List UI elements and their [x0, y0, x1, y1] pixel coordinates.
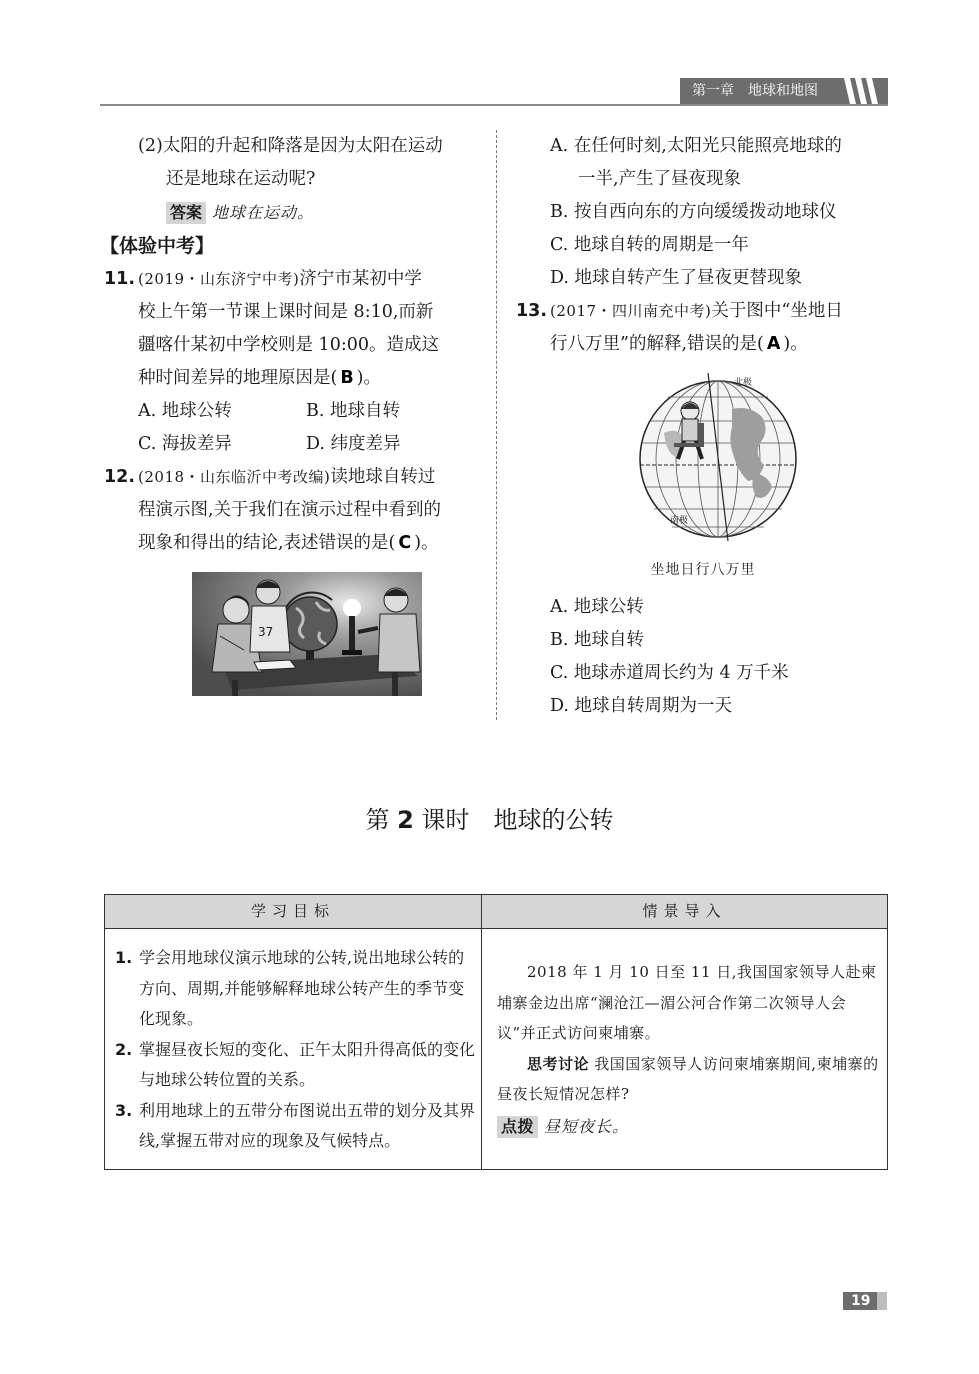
q13-option-b: B. 地球自转	[550, 630, 644, 650]
q11-options-row1	[104, 395, 482, 428]
left-column	[100, 130, 482, 708]
table-divider	[481, 929, 482, 1169]
chapter-header-tab	[680, 78, 888, 104]
q11-line2: 校上午第一节课上课时间是 8:10,而新	[138, 302, 434, 322]
q10-part2-line1: (2)太阳的升起和降落是因为太阳在运动	[138, 136, 443, 156]
q11-option-a: A. 地球公转	[138, 401, 232, 421]
q10-part2-line2: 还是地球在运动呢?	[166, 169, 316, 189]
hint-tag: 点拨	[497, 1116, 538, 1138]
q12-option-b: B. 按自西向东的方向缓缓拨动地球仪	[550, 202, 837, 222]
stripes-decoration-icon	[840, 78, 884, 104]
q11-option-c: C. 海拔差异	[138, 434, 232, 454]
q13-option-a: A. 地球公转	[550, 597, 644, 617]
globe-caption: 坐地日行八万里	[650, 562, 756, 578]
header-rule	[100, 104, 888, 106]
q13-line1: 13. (2017・四川南充中考)关于图中“坐地日	[516, 301, 843, 321]
q13-line2: 行八万里”的解释,错误的是( A )。	[550, 334, 808, 354]
right-column	[516, 130, 890, 723]
think-discussion: 思考讨论 我国国家领导人访问柬埔寨期间,柬埔寨的昼夜长短情况怎样?	[497, 1054, 879, 1103]
table-header-goals: 学习目标	[105, 895, 482, 929]
table-header-scene: 情景导入	[482, 895, 887, 929]
q12-option-a-cont: 一半,产生了昼夜现象	[578, 169, 742, 189]
q11-line3: 疆喀什某初中学校则是 10:00。造成这	[138, 335, 439, 355]
q10-answer: 答案 地球在运动。	[104, 196, 482, 230]
q12-option-d: D. 地球自转产生了昼夜更替现象	[550, 268, 803, 288]
q12-option-a: A. 在任何时刻,太阳光只能照亮地球的	[550, 136, 842, 156]
q13-answer: A	[766, 334, 781, 354]
q13-option-d: D. 地球自转周期为一天	[550, 696, 733, 716]
q12-line1: 12. (2018・山东临沂中考改编)读地球自转过	[104, 467, 436, 487]
lesson-title: 第 2 课时 地球的公转	[365, 806, 614, 834]
q12-option-c: C. 地球自转的周期是一年	[550, 235, 749, 255]
goal-item: 1. 学会用地球仪演示地球的公转,说出地球公转的方向、周期,并能够解释地球公转产生的季节变化现象。	[115, 948, 465, 1028]
goal-item: 2. 掌握昼夜长短的变化、正午太阳升得高低的变化与地球公转位置的关系。	[115, 1039, 476, 1089]
globe-north-label: 北极	[734, 378, 753, 388]
learning-goals	[115, 943, 477, 1157]
q13-option-c: C. 地球赤道周长约为 4 万千米	[550, 663, 789, 683]
lesson-table	[104, 894, 888, 1170]
chapter-title: 第一章 地球和地图	[692, 83, 818, 99]
answer-tag: 答案	[166, 202, 206, 224]
column-divider	[496, 130, 497, 720]
q12-answer: C	[398, 533, 412, 553]
svg-text:37: 37	[258, 625, 274, 639]
q11-options-row2	[104, 428, 482, 461]
globe-demo-illustration	[192, 572, 422, 696]
scene-intro	[497, 957, 881, 1142]
globe-illustration	[636, 373, 800, 541]
scene-text: 2018 年 1 月 10 日至 11 日,我国国家领导人赴柬埔寨金边出席“澜沧江—湄公河合作第二次领导人会议”并正式访问柬埔寨。	[497, 963, 877, 1042]
section-heading: 【体验中考】	[100, 235, 215, 257]
q11-line4: 种时间差异的地理原因是( B )。	[138, 368, 381, 388]
globe-south-label: 南极	[670, 516, 689, 526]
q11-option-d: D. 纬度差异	[306, 434, 401, 454]
hint: 点拨 昼短夜长。	[497, 1112, 881, 1143]
q11-line1: 11. (2019・山东济宁中考)济宁市某初中学	[104, 269, 422, 289]
q11-option-b: B. 地球自转	[306, 401, 400, 421]
page-number: 19	[843, 1292, 887, 1310]
goal-item: 3. 利用地球上的五带分布图说出五带的划分及其界线,掌握五带对应的现象及气候特点。	[115, 1100, 476, 1150]
q12-line3: 现象和得出的结论,表述错误的是( C )。	[138, 533, 439, 553]
q12-line2: 程演示图,关于我们在演示过程中看到的	[138, 500, 442, 520]
q11-answer: B	[340, 368, 354, 388]
